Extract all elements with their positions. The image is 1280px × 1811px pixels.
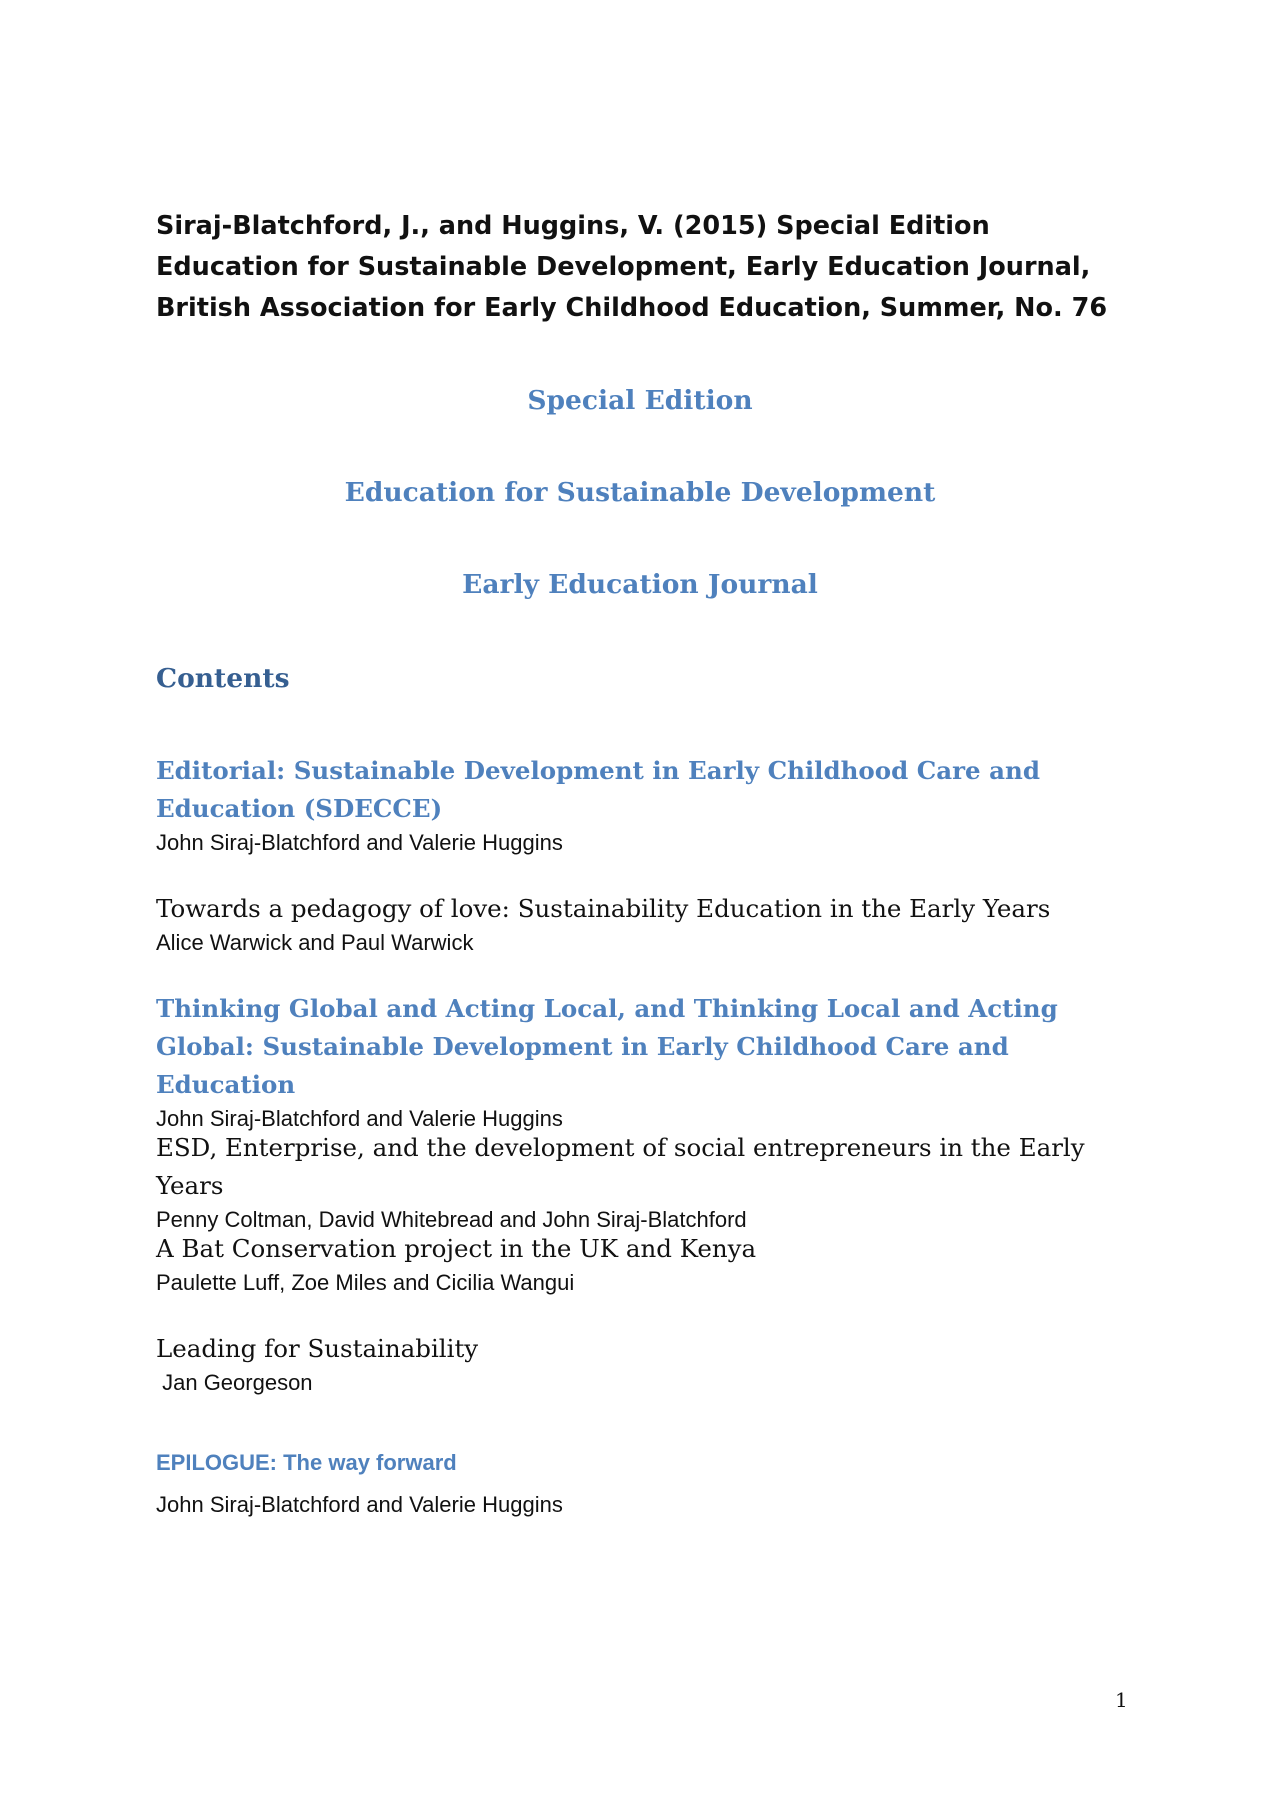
entry-authors: Penny Coltman, David Whitebread and John Siraj-Blatchford [156,1207,747,1232]
contents-entry-leading-sustainability [156,1330,1136,1398]
entry-authors: John Siraj-Blatchford and Valerie Huggins [156,1106,563,1131]
contents-entry-editorial [156,752,1136,858]
contents-entry-bat-conservation [156,1230,1136,1298]
entry-title: A Bat Conservation project in the UK and Kenya [156,1234,757,1263]
entry-title: Leading for Sustainability [156,1334,479,1363]
contents-heading: Contents [156,663,290,694]
entry-title: ESD, Enterprise, and the development of social entrepreneurs in the Early Years [156,1133,1085,1200]
entry-authors: Alice Warwick and Paul Warwick [156,930,474,955]
entry-title: Thinking Global and Acting Local, and Thinking Local and Acting Global: Sustainable Development in Early Childhood Care and Education [156,994,1058,1099]
entry-title: Towards a pedagogy of love: Sustainability Education in the Early Years [156,894,1051,923]
entry-title: Editorial: Sustainable Development in Early Childhood Care and Education (SDECCE) [156,756,1040,823]
heading-special-edition: Special Edition [527,385,753,416]
entry-authors: John Siraj-Blatchford and Valerie Huggins [156,830,563,855]
contents-entry-epilogue [156,1448,1136,1520]
heading-journal: Early Education Journal [462,569,818,600]
entry-authors: Paulette Luff, Zoe Miles and Cicilia Wangui [156,1270,575,1295]
citation: Siraj-Blatchford, J., and Huggins, V. (2015) Special Edition Education for Sustainable Development, Early Education Journal, British Association for Early Childhood Education, Summer, No. 76 [156,211,1108,323]
contents-entry-thinking-global [156,990,1136,1134]
entry-title: EPILOGUE: The way forward [156,1450,457,1475]
entry-authors: John Siraj-Blatchford and Valerie Huggins [156,1492,563,1517]
contents-entry-esd-enterprise [156,1129,1136,1235]
heading-esd: Education for Sustainable Development [344,477,936,508]
page-number: 1 [1115,1688,1128,1712]
entry-authors: Jan Georgeson [156,1370,313,1395]
contents-entry-pedagogy-of-love [156,890,1136,958]
